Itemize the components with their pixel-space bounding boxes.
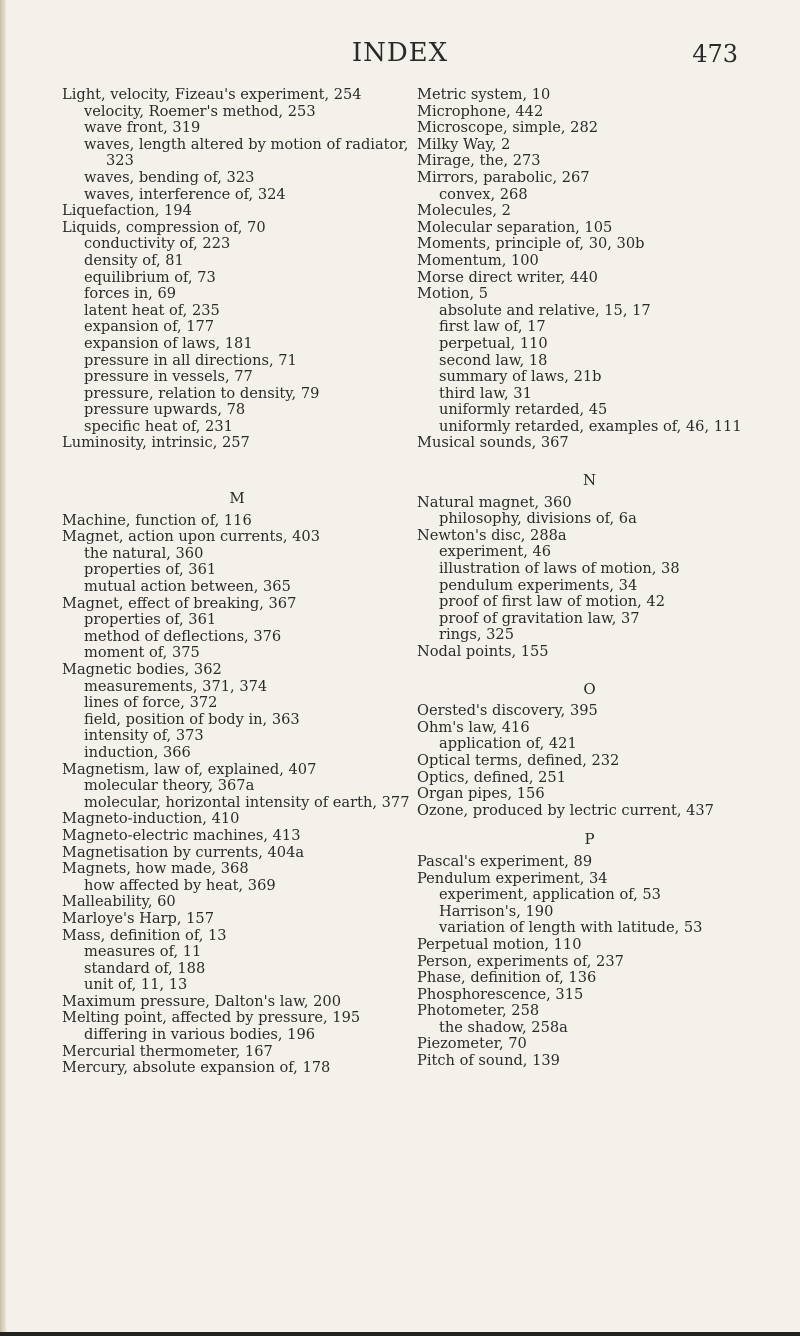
index-entry: Musical sounds, 367 xyxy=(417,434,569,452)
index-subentry: method of deflections, 376 xyxy=(84,627,282,645)
index-subentry: perpetual, 110 xyxy=(439,334,548,352)
index-entry: Natural magnet, 360 xyxy=(417,493,572,511)
index-entry: Pascal's experiment, 89 xyxy=(417,852,593,870)
index-entry: Piezometer, 70 xyxy=(417,1035,527,1053)
index-subentry: unit of, 11, 13 xyxy=(84,976,188,994)
index-entry: Motion, 5 xyxy=(417,285,489,303)
index-entry: Ohm's law, 416 xyxy=(417,718,530,736)
index-entry: Microscope, simple, 282 xyxy=(417,119,599,137)
index-subentry: specific heat of, 231 xyxy=(84,417,233,435)
index-entry: Mercury, absolute expansion of, 178 xyxy=(62,1059,331,1077)
index-subentry: molecular, horizontal intensity of earth, 377 xyxy=(84,793,410,811)
index-subentry: velocity, Roemer's method, 253 xyxy=(84,102,316,120)
index-entry: Photometer, 258 xyxy=(417,1002,540,1020)
index-subentry: proof of gravitation law, 37 xyxy=(439,609,640,627)
index-subentry: field, position of body in, 363 xyxy=(84,710,300,728)
index-subentry: first law of, 17 xyxy=(439,318,546,336)
index-entry: Milky Way, 2 xyxy=(417,135,511,153)
index-entry: Mirage, the, 273 xyxy=(417,152,541,170)
index-subentry: expansion of laws, 181 xyxy=(84,334,253,352)
index-entry: Molecular separation, 105 xyxy=(417,218,613,236)
index-subentry: expansion of, 177 xyxy=(84,318,215,336)
index-entry: Pitch of sound, 139 xyxy=(417,1052,560,1070)
index-entry: Pendulum experiment, 34 xyxy=(417,869,608,887)
section-letter-o: O xyxy=(583,679,596,698)
page-bottom-edge xyxy=(0,1332,800,1336)
section-letter-n: N xyxy=(582,471,597,490)
index-subentry: pressure in vessels, 77 xyxy=(84,368,253,386)
index-subentry: third law, 31 xyxy=(439,384,532,402)
page-header xyxy=(0,38,800,78)
index-entry: Phosphorescence, 315 xyxy=(417,985,584,1003)
index-column-right xyxy=(417,87,762,1070)
index-column-left xyxy=(62,87,412,1077)
index-subentry: Harrison's, 190 xyxy=(439,902,554,920)
index-entry: Molecules, 2 xyxy=(417,202,511,220)
index-subentry: second law, 18 xyxy=(439,351,548,369)
index-subentry: properties of, 361 xyxy=(84,561,217,579)
index-subentry: intensity of, 373 xyxy=(84,727,204,745)
index-entry: Mirrors, parabolic, 267 xyxy=(417,168,590,186)
index-subentry: pendulum experiments, 34 xyxy=(439,576,638,594)
index-entry: Magnetic bodies, 362 xyxy=(62,661,222,678)
index-subentry: pressure, relation to density, 79 xyxy=(84,384,320,402)
index-entry: Malleability, 60 xyxy=(62,893,176,911)
index-subentry: application of, 421 xyxy=(439,735,577,753)
index-subentry: density of, 81 xyxy=(84,251,184,269)
index-subentry: the shadow, 258a xyxy=(439,1018,568,1036)
page-title: INDEX xyxy=(351,38,449,68)
index-entry: Melting point, affected by pressure, 195 xyxy=(62,1009,361,1027)
index-subentry: pressure in all directions, 71 xyxy=(84,351,297,369)
index-subentry: waves, length altered by motion of radiator, 323 xyxy=(84,135,409,170)
index-entry: Magneto-electric machines, 413 xyxy=(62,826,301,844)
index-subentry: conductivity of, 223 xyxy=(84,235,231,253)
index-subentry: moment of, 375 xyxy=(84,644,200,662)
section-gap xyxy=(417,452,762,472)
index-entry: Morse direct writer, 440 xyxy=(417,268,598,286)
index-entry: Marloye's Harp, 157 xyxy=(62,909,214,927)
index-subentry: philosophy, divisions of, 6a xyxy=(439,510,637,528)
index-entry: Phase, definition of, 136 xyxy=(417,969,597,987)
index-subentry: measures of, 11 xyxy=(84,943,202,961)
index-subentry: waves, bending of, 323 xyxy=(84,168,255,186)
index-entry: Liquids, compression of, 70 xyxy=(62,218,266,236)
index-subentry: properties of, 361 xyxy=(84,611,217,629)
index-subentry: summary of laws, 21b xyxy=(439,368,602,386)
index-subentry: molecular theory, 367a xyxy=(84,777,255,795)
index-subentry: rings, 325 xyxy=(439,626,515,644)
index-entry: Magnet, effect of breaking, 367 xyxy=(62,594,297,612)
index-subentry: lines of force, 372 xyxy=(84,694,218,712)
index-subentry: how affected by heat, 369 xyxy=(84,876,276,894)
index-subentry: forces in, 69 xyxy=(84,285,177,303)
index-entry: Momentum, 100 xyxy=(417,251,539,269)
index-entry: Newton's disc, 288a xyxy=(417,526,567,544)
index-subentry: variation of length with latitude, 53 xyxy=(439,919,703,937)
index-subentry: pressure upwards, 78 xyxy=(84,401,246,419)
index-subentry: absolute and relative, 15, 17 xyxy=(439,301,651,319)
index-entry: Organ pipes, 156 xyxy=(417,785,545,803)
index-entry: Mass, definition of, 13 xyxy=(62,926,227,944)
section-gap xyxy=(62,452,412,490)
index-subentry: differing in various bodies, 196 xyxy=(84,1026,316,1044)
index-entry: Ozone, produced by lectric current, 437 xyxy=(417,801,714,819)
page-edge-shadow xyxy=(0,0,6,1336)
index-subentry: standard of, 188 xyxy=(84,959,206,977)
index-subentry: wave front, 319 xyxy=(84,119,201,137)
index-entry: Magnetisation by currents, 404a xyxy=(62,843,305,861)
index-entry: Mercurial thermometer, 167 xyxy=(62,1042,273,1060)
index-subentry: uniformly retarded, examples of, 46, 111 xyxy=(439,417,742,435)
index-subentry: measurements, 371, 374 xyxy=(84,677,268,695)
index-subentry: equilibrium of, 73 xyxy=(84,268,216,286)
index-entry: Magnets, how made, 368 xyxy=(62,860,249,878)
index-subentry: waves, interference of, 324 xyxy=(84,185,286,203)
index-subentry: uniformly retarded, 45 xyxy=(439,401,608,419)
index-entry: Magneto-induction, 410 xyxy=(62,810,240,828)
index-entry: Metric system, 10 xyxy=(417,86,551,103)
page-number: 473 xyxy=(692,40,738,68)
section-letter-p: P xyxy=(584,830,595,849)
index-subentry: latent heat of, 235 xyxy=(84,301,220,319)
index-subentry: illustration of laws of motion, 38 xyxy=(439,560,680,578)
index-entry: Microphone, 442 xyxy=(417,102,544,120)
index-entry: Optical terms, defined, 232 xyxy=(417,751,620,769)
index-entry: Oersted's discovery, 395 xyxy=(417,702,598,720)
index-entry: Light, velocity, Fizeau's experiment, 254 xyxy=(62,86,362,103)
index-subentry: experiment, 46 xyxy=(439,543,552,561)
index-entry: Luminosity, intrinsic, 257 xyxy=(62,434,250,452)
index-entry: Machine, function of, 116 xyxy=(62,511,252,529)
index-subentry: experiment, application of, 53 xyxy=(439,886,661,904)
index-subentry: proof of first law of motion, 42 xyxy=(439,593,665,611)
index-entry: Nodal points, 155 xyxy=(417,643,549,660)
index-entry: Magnet, action upon currents, 403 xyxy=(62,528,321,546)
section-gap xyxy=(417,661,762,681)
index-entry: Magnetism, law of, explained, 407 xyxy=(62,760,317,778)
index-subentry: convex, 268 xyxy=(439,185,528,203)
index-entry: Liquefaction, 194 xyxy=(62,202,192,220)
index-entry: Maximum pressure, Dalton's law, 200 xyxy=(62,992,341,1010)
index-entry: Moments, principle of, 30, 30b xyxy=(417,235,645,253)
index-subentry: the natural, 360 xyxy=(84,544,204,562)
index-subentry: mutual action between, 365 xyxy=(84,578,291,596)
index-entry: Perpetual motion, 110 xyxy=(417,935,582,953)
index-subentry: induction, 366 xyxy=(84,743,191,761)
section-letter-m: M xyxy=(229,489,245,508)
index-entry: Optics, defined, 251 xyxy=(417,768,567,786)
index-entry: Person, experiments of, 237 xyxy=(417,952,624,970)
